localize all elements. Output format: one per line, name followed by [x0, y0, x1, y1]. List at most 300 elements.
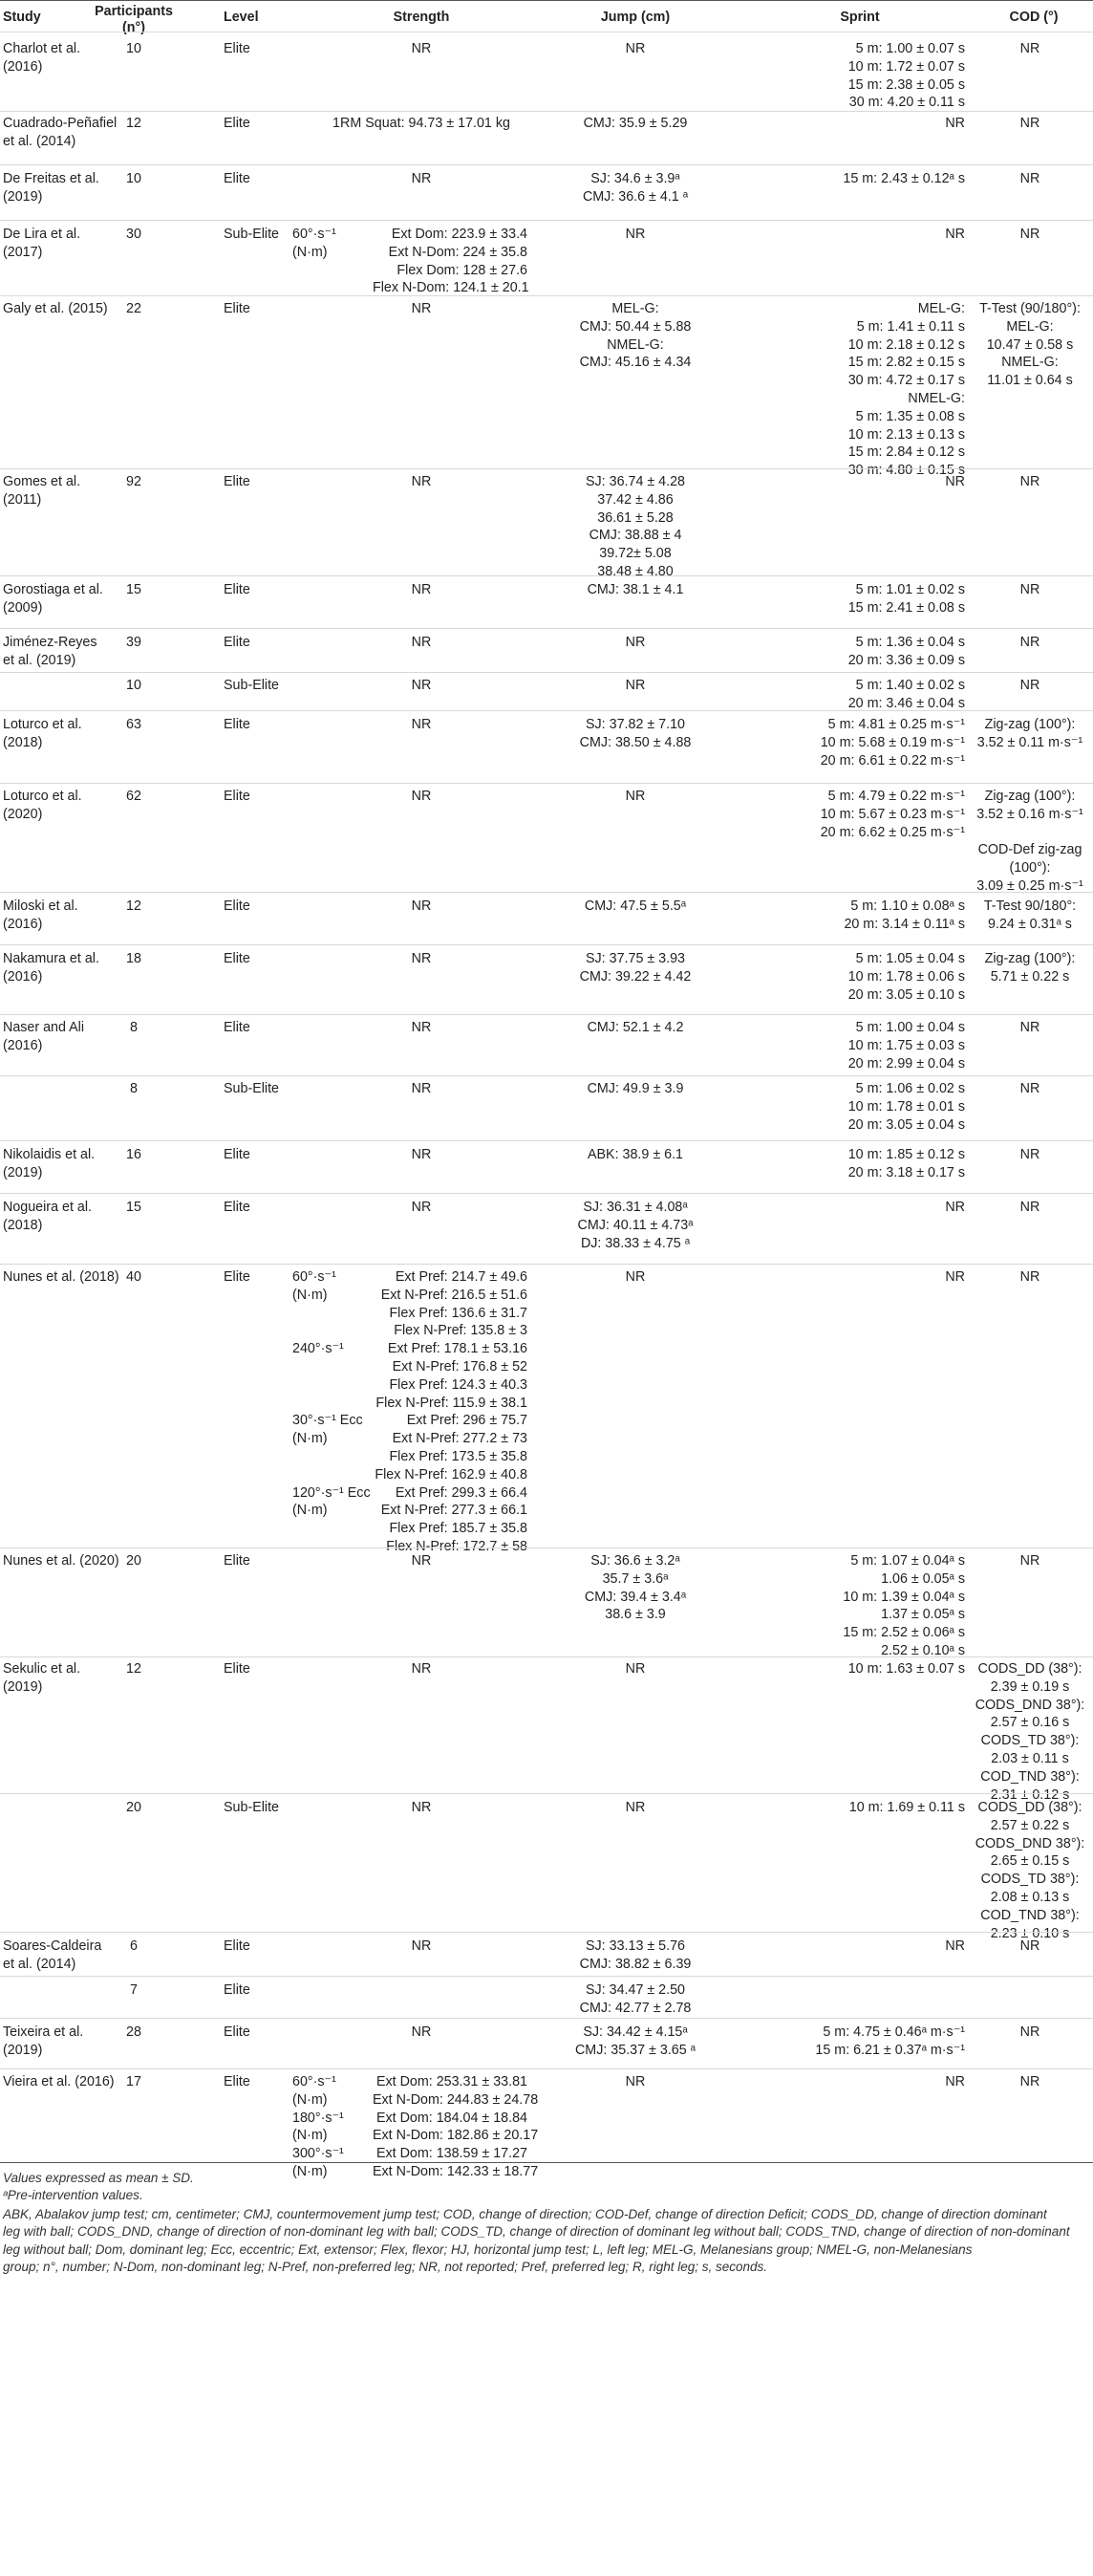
strength-cell: Flex N-Pref: 172.7 ± 58: [386, 1539, 527, 1554]
cod-cell: CODS_DND 38°):: [975, 1835, 1085, 1851]
cod-cell: COD-Def zig-zag: [977, 842, 1082, 858]
level-cell: Elite: [224, 2074, 250, 2089]
participants-cell: 8: [130, 1081, 138, 1096]
row-divider: [0, 628, 1093, 629]
sprint-cell: 20 m: 3.18 ± 0.17 s: [847, 1164, 965, 1180]
strength-cell: NR: [411, 1800, 432, 1815]
cod-cell: NR: [1019, 474, 1040, 489]
participants-cell: 8: [130, 1020, 138, 1035]
jump-cell: CMJ: 38.50 ± 4.88: [579, 734, 692, 750]
sprint-cell: 5 m: 4.79 ± 0.22 m·s⁻¹: [827, 789, 965, 804]
jump-cell: NR: [625, 1800, 646, 1815]
sprint-cell: 20 m: 3.14 ± 0.11ᵃ s: [844, 916, 965, 932]
jump-cell: NR: [625, 678, 646, 693]
jump-cell: CMJ: 39.4 ± 3.4ᵃ: [584, 1589, 687, 1605]
study-cell: Galy et al. (2015): [3, 301, 108, 316]
strength-velocity-cell: (N·m): [292, 244, 328, 260]
study-cell: Nunes et al. (2018): [3, 1269, 119, 1285]
row-divider: [0, 2068, 1093, 2069]
strength-cell: NR: [411, 717, 432, 732]
level-cell: Elite: [224, 474, 250, 489]
sprint-cell: 20 m: 2.99 ± 0.04 s: [847, 1055, 965, 1072]
jump-cell: NR: [625, 1269, 646, 1285]
sprint-cell: 5 m: 1.10 ± 0.08ᵃ s: [850, 898, 965, 914]
cod-cell: 3.52 ± 0.11 m·s⁻¹: [976, 734, 1083, 750]
sprint-cell: 5 m: 1.00 ± 0.07 s: [855, 41, 965, 56]
cod-cell: CODS_DD (38°):: [977, 1661, 1082, 1677]
strength-cell: Ext N-Dom: 244.83 ± 24.78: [373, 2091, 539, 2108]
sprint-cell: 10 m: 1.78 ± 0.01 s: [847, 1098, 965, 1115]
cod-cell: NR: [1019, 1200, 1040, 1215]
header-participants: Participants: [95, 4, 173, 19]
strength-velocity-cell: 60°·s⁻¹: [292, 2074, 336, 2089]
cod-cell: NR: [1019, 1020, 1040, 1035]
study-cell: (2016): [3, 1037, 43, 1053]
jump-cell: CMJ: 50.44 ± 5.88: [579, 318, 692, 335]
study-cell: (2020): [3, 806, 43, 822]
cod-cell: 3.52 ± 0.16 m·s⁻¹: [976, 806, 1083, 822]
level-cell: Elite: [224, 1200, 250, 1215]
sprint-cell: 5 m: 1.40 ± 0.02 s: [855, 678, 965, 693]
strength-velocity-cell: (N·m): [292, 1431, 328, 1447]
strength-cell: Ext Pref: 296 ± 75.7: [406, 1413, 527, 1429]
strength-cell: Ext N-Pref: 277.2 ± 73: [392, 1431, 527, 1447]
cod-cell: Zig-zag (100°):: [984, 717, 1076, 732]
strength-cell: Ext N-Pref: 176.8 ± 52: [392, 1359, 527, 1375]
strength-cell: Flex N-Pref: 135.8 ± 3: [394, 1323, 527, 1339]
strength-cell: Ext Pref: 214.7 ± 49.6: [395, 1269, 527, 1285]
row-divider: [0, 164, 1093, 165]
level-cell: Elite: [224, 582, 250, 597]
participants-cell: 10: [126, 41, 141, 56]
jump-cell: 39.72± 5.08: [599, 546, 672, 562]
strength-cell: Flex Pref: 136.6 ± 31.7: [389, 1305, 527, 1321]
cod-cell: T-Test 90/180°:: [983, 898, 1077, 914]
study-cell: (2019): [3, 2042, 43, 2058]
participants-cell: 62: [126, 789, 141, 804]
jump-cell: CMJ: 35.37 ± 3.65 ᵃ: [574, 2042, 696, 2058]
cod-cell: NR: [1019, 2024, 1040, 2040]
header-strength: Strength: [393, 10, 450, 25]
jump-cell: CMJ: 38.88 ± 4: [589, 528, 682, 544]
footnote-line: ᵃPre-intervention values.: [3, 2188, 143, 2202]
study-cell: Nikolaidis et al.: [3, 1147, 96, 1162]
sprint-cell: 2.52 ± 0.10ᵃ s: [881, 1643, 965, 1658]
sprint-cell: NR: [945, 227, 965, 242]
study-cell: et al. (2014): [3, 1956, 76, 1972]
jump-cell: NR: [625, 2074, 646, 2089]
strength-cell: Flex Pref: 124.3 ± 40.3: [389, 1376, 527, 1393]
top-rule: [0, 0, 1093, 1]
study-cell: Charlot et al.: [3, 41, 81, 56]
level-cell: Sub-Elite: [224, 1800, 280, 1815]
level-cell: Sub-Elite: [224, 227, 280, 242]
cod-cell: 9.24 ± 0.31ᵃ s: [988, 916, 1072, 932]
cod-cell: 2.03 ± 0.11 s: [991, 1751, 1069, 1766]
strength-velocity-cell: 120°·s⁻¹ Ecc: [292, 1484, 371, 1501]
jump-cell: MEL-G:: [611, 301, 659, 316]
participants-cell: 22: [126, 301, 141, 316]
study-cell: (2016): [3, 968, 43, 985]
sprint-cell: 10 m: 5.67 ± 0.23 m·s⁻¹: [820, 806, 965, 822]
sprint-cell: 20 m: 3.05 ± 0.04 s: [847, 1116, 965, 1133]
study-cell: Vieira et al. (2016): [3, 2074, 115, 2089]
footnote-line: group; n°, number; N-Dom, non-dominant leg; N-Pref, non-preferred leg; NR, not reported; Pref, preferred leg; R, right leg; s, seconds.: [3, 2260, 768, 2274]
strength-cell: Ext Dom: 253.31 ± 33.81: [375, 2074, 527, 2089]
strength-cell: NR: [411, 2024, 432, 2040]
strength-cell: NR: [411, 678, 432, 693]
jump-cell: 38.48 ± 4.80: [597, 564, 674, 579]
sprint-cell: 20 m: 6.62 ± 0.25 m·s⁻¹: [820, 824, 965, 840]
sprint-cell: 5 m: 1.41 ± 0.11 s: [856, 318, 965, 335]
sprint-cell: NR: [945, 116, 965, 131]
participants-cell: 16: [126, 1147, 141, 1162]
jump-cell: 36.61 ± 5.28: [597, 509, 674, 526]
sprint-cell: 10 m: 1.75 ± 0.03 s: [847, 1037, 965, 1053]
cod-cell: NR: [1019, 116, 1040, 131]
cod-cell: (100°):: [1009, 860, 1051, 877]
participants-cell: 92: [126, 474, 141, 489]
strength-cell: NR: [411, 951, 432, 966]
cod-cell: 10.47 ± 0.58 s: [986, 336, 1074, 353]
sprint-cell: 10 m: 5.68 ± 0.19 m·s⁻¹: [820, 734, 965, 750]
level-cell: Elite: [224, 951, 250, 966]
level-cell: Elite: [224, 116, 250, 131]
study-cell: Nogueira et al.: [3, 1200, 92, 1215]
row-divider: [0, 575, 1093, 576]
jump-cell: CMJ: 47.5 ± 5.5ᵃ: [584, 898, 687, 914]
sprint-cell: 5 m: 1.01 ± 0.02 s: [855, 582, 965, 597]
sprint-cell: 10 m: 1.39 ± 0.04ᵃ s: [843, 1589, 965, 1605]
header-participants-unit: (n°): [122, 20, 145, 35]
participants-cell: 15: [126, 1200, 141, 1215]
participants-cell: 10: [126, 678, 141, 693]
footnote-line: leg with ball; CODS_DND, change of direction of non-dominant leg with ball; CODS_TD, change of direction of dominant leg without ball; CODS_TND, change of direction of non-dominant: [3, 2224, 1070, 2239]
participants-cell: 39: [126, 635, 141, 650]
cod-cell: CODS_DND 38°):: [975, 1697, 1085, 1713]
row-divider: [0, 1976, 1093, 1977]
sprint-cell: 5 m: 4.75 ± 0.46ᵃ m·s⁻¹: [823, 2024, 965, 2040]
cod-cell: NR: [1019, 1081, 1040, 1096]
row-divider: [0, 1932, 1093, 1933]
strength-cell: Flex N-Pref: 115.9 ± 38.1: [375, 1395, 527, 1411]
level-cell: Elite: [224, 717, 250, 732]
jump-cell: CMJ: 42.77 ± 2.78: [579, 2000, 692, 2016]
sprint-cell: 5 m: 1.36 ± 0.04 s: [855, 635, 965, 650]
sprint-cell: 20 m: 3.36 ± 0.09 s: [847, 652, 965, 668]
row-divider: [0, 220, 1093, 221]
strength-velocity-cell: (N·m): [292, 2091, 328, 2108]
study-cell: Nakamura et al.: [3, 951, 99, 966]
cod-cell: NR: [1019, 2074, 1040, 2089]
participants-cell: 20: [126, 1553, 141, 1569]
participants-cell: 7: [130, 1982, 138, 1998]
jump-cell: SJ: 33.13 ± 5.76: [585, 1938, 686, 1954]
level-cell: Elite: [224, 171, 250, 186]
strength-cell: Ext N-Pref: 277.3 ± 66.1: [380, 1503, 527, 1519]
jump-cell: SJ: 34.42 ± 4.15ᵃ: [583, 2024, 688, 2040]
study-cell: (2018): [3, 734, 43, 750]
strength-velocity-cell: (N·m): [292, 1503, 328, 1519]
sprint-cell: 5 m: 1.35 ± 0.08 s: [855, 408, 965, 424]
study-cell: Gorostiaga et al.: [3, 582, 103, 597]
sprint-cell: 5 m: 4.81 ± 0.25 m·s⁻¹: [827, 717, 965, 732]
level-cell: Elite: [224, 41, 250, 56]
strength-cell: Ext Dom: 184.04 ± 18.84: [375, 2110, 527, 2126]
row-divider: [0, 783, 1093, 784]
strength-velocity-cell: 30°·s⁻¹ Ecc: [292, 1413, 363, 1429]
sprint-cell: NR: [945, 1200, 965, 1215]
cod-cell: CODS_TD 38°):: [980, 1872, 1080, 1888]
sprint-cell: NR: [945, 474, 965, 489]
level-cell: Sub-Elite: [224, 678, 280, 693]
footnote-line: Values expressed as mean ± SD.: [3, 2171, 194, 2185]
cod-cell: Zig-zag (100°):: [984, 951, 1076, 966]
strength-velocity-cell: 60°·s⁻¹: [292, 227, 336, 242]
jump-cell: NR: [625, 1661, 646, 1677]
sprint-cell: 5 m: 1.00 ± 0.04 s: [855, 1020, 965, 1035]
participants-cell: 30: [126, 227, 141, 242]
header-study: Study: [3, 10, 41, 25]
strength-cell: Ext N-Pref: 216.5 ± 51.6: [380, 1287, 527, 1303]
strength-cell: NR: [411, 635, 432, 650]
participants-cell: 12: [126, 1661, 141, 1677]
participants-cell: 63: [126, 717, 141, 732]
row-divider: [0, 1193, 1093, 1194]
level-cell: Elite: [224, 635, 250, 650]
bottom-rule: [0, 2162, 1093, 2163]
row-divider: [0, 1140, 1093, 1141]
cod-cell: Zig-zag (100°):: [984, 789, 1076, 804]
cod-cell: 2.31 ± 0.12 s: [990, 1786, 1070, 1803]
level-cell: Elite: [224, 301, 250, 316]
jump-cell: NR: [625, 635, 646, 650]
sprint-cell: 20 m: 3.46 ± 0.04 s: [847, 695, 965, 711]
strength-velocity-cell: (N·m): [292, 1287, 328, 1303]
jump-cell: SJ: 37.82 ± 7.10: [585, 717, 686, 732]
jump-cell: NR: [625, 41, 646, 56]
cod-cell: 2.39 ± 0.19 s: [990, 1678, 1070, 1695]
study-cell: De Lira et al.: [3, 227, 81, 242]
cod-cell: 2.08 ± 0.13 s: [990, 1890, 1070, 1905]
cod-cell: CODS_DD (38°):: [977, 1800, 1082, 1815]
sprint-cell: 15 m: 2.41 ± 0.08 s: [847, 599, 965, 616]
study-cell: (2019): [3, 1164, 43, 1180]
study-cell: et al. (2019): [3, 652, 76, 668]
jump-cell: CMJ: 49.9 ± 3.9: [587, 1081, 684, 1096]
strength-cell: NR: [411, 582, 432, 597]
jump-cell: CMJ: 45.16 ± 4.34: [579, 355, 692, 371]
strength-cell: Flex Pref: 173.5 ± 35.8: [389, 1449, 527, 1464]
jump-cell: CMJ: 36.6 ± 4.1 ᵃ: [582, 188, 689, 205]
row-divider: [0, 710, 1093, 711]
study-cell: Loturco et al.: [3, 717, 82, 732]
participants-cell: 12: [126, 898, 141, 914]
strength-cell: Ext N-Dom: 142.33 ± 18.77: [373, 2164, 539, 2179]
strength-cell: NR: [411, 301, 432, 316]
cod-cell: NR: [1019, 1147, 1040, 1162]
level-cell: Elite: [224, 1938, 250, 1954]
strength-cell: NR: [411, 1147, 432, 1162]
strength-cell: NR: [411, 1938, 432, 1954]
header-level: Level: [224, 10, 259, 25]
strength-cell: NR: [411, 1081, 432, 1096]
row-divider: [0, 672, 1093, 673]
row-divider: [0, 1656, 1093, 1657]
sprint-cell: 5 m: 1.06 ± 0.02 s: [855, 1081, 965, 1096]
strength-velocity-cell: 240°·s⁻¹: [292, 1341, 344, 1357]
sprint-cell: 5 m: 1.07 ± 0.04ᵃ s: [850, 1553, 965, 1569]
sprint-cell: 10 m: 2.18 ± 0.12 s: [847, 336, 965, 353]
participants-cell: 6: [130, 1938, 138, 1954]
jump-cell: SJ: 34.47 ± 2.50: [585, 1982, 686, 1998]
strength-cell: NR: [411, 898, 432, 914]
jump-cell: DJ: 38.33 ± 4.75 ᵃ: [580, 1235, 691, 1251]
sprint-cell: 1.37 ± 0.05ᵃ s: [881, 1607, 965, 1623]
strength-velocity-cell: (N·m): [292, 2164, 328, 2179]
cod-cell: T-Test (90/180°):: [979, 301, 1081, 316]
strength-cell: Flex Dom: 128 ± 27.6: [396, 262, 527, 278]
strength-velocity-cell: (N·m): [292, 2128, 328, 2144]
sprint-cell: 15 m: 2.43 ± 0.12ᵃ s: [843, 171, 965, 186]
jump-cell: CMJ: 38.82 ± 6.39: [579, 1956, 692, 1972]
level-cell: Elite: [224, 1020, 250, 1035]
level-cell: Elite: [224, 1982, 250, 1998]
row-divider: [0, 2018, 1093, 2019]
cod-cell: NR: [1019, 1938, 1040, 1954]
cod-cell: COD_TND 38°):: [980, 1768, 1080, 1785]
study-cell: Naser and Ali: [3, 1020, 85, 1035]
level-cell: Elite: [224, 898, 250, 914]
sprint-cell: 15 m: 2.38 ± 0.05 s: [847, 76, 965, 93]
study-cell: (2018): [3, 1217, 43, 1233]
participants-cell: 10: [126, 171, 141, 186]
sprint-cell: NR: [945, 1269, 965, 1285]
strength-cell: NR: [411, 171, 432, 186]
strength-cell: Ext Dom: 138.59 ± 17.27: [375, 2146, 527, 2162]
jump-cell: NMEL-G:: [607, 336, 664, 353]
sprint-cell: 10 m: 1.63 ± 0.07 s: [847, 1661, 965, 1677]
cod-cell: NR: [1019, 41, 1040, 56]
study-cell: (2009): [3, 599, 43, 616]
cod-cell: MEL-G:: [1006, 318, 1054, 335]
sprint-cell: 10 m: 1.72 ± 0.07 s: [847, 58, 965, 75]
jump-cell: CMJ: 52.1 ± 4.2: [587, 1020, 684, 1035]
level-cell: Elite: [224, 1269, 250, 1285]
strength-cell: Flex Pref: 185.7 ± 35.8: [389, 1521, 527, 1537]
level-cell: Elite: [224, 2024, 250, 2040]
study-cell: Teixeira et al.: [3, 2024, 84, 2040]
study-cell: (2019): [3, 1678, 43, 1695]
participants-cell: 15: [126, 582, 141, 597]
sprint-cell: 10 m: 2.13 ± 0.13 s: [847, 426, 965, 443]
jump-cell: SJ: 37.75 ± 3.93: [585, 951, 686, 966]
study-cell: Loturco et al.: [3, 789, 82, 804]
study-cell: (2017): [3, 244, 43, 260]
jump-cell: CMJ: 39.22 ± 4.42: [579, 968, 692, 985]
row-divider: [0, 295, 1093, 296]
sprint-cell: 15 m: 6.21 ± 0.37ᵃ m·s⁻¹: [815, 2042, 965, 2058]
study-cell: (2016): [3, 916, 43, 932]
cod-cell: NR: [1019, 227, 1040, 242]
participants-cell: 40: [126, 1269, 141, 1285]
study-cell: (2019): [3, 188, 43, 205]
sprint-cell: 30 m: 4.80 ± 0.15 s: [847, 463, 965, 479]
row-divider: [0, 1793, 1093, 1794]
strength-cell: NR: [411, 1200, 432, 1215]
jump-cell: SJ: 34.6 ± 3.9ᵃ: [590, 171, 680, 186]
sprint-cell: 1.06 ± 0.05ᵃ s: [881, 1570, 965, 1587]
sprint-cell: 30 m: 4.20 ± 0.11 s: [848, 95, 965, 111]
cod-cell: 2.65 ± 0.15 s: [990, 1853, 1070, 1870]
cod-cell: COD_TND 38°):: [980, 1907, 1080, 1923]
study-cell: et al. (2014): [3, 133, 76, 149]
sprint-cell: 15 m: 2.52 ± 0.06ᵃ s: [843, 1625, 965, 1641]
strength-velocity-cell: 60°·s⁻¹: [292, 1269, 336, 1285]
jump-cell: NR: [625, 227, 646, 242]
strength-cell: Ext Pref: 299.3 ± 66.4: [395, 1484, 527, 1501]
cod-cell: 2.23 ± 0.10 s: [990, 1925, 1070, 1941]
jump-cell: 37.42 ± 4.86: [597, 491, 674, 508]
sprint-cell: 20 m: 3.05 ± 0.10 s: [847, 986, 965, 1003]
footnote-line: ABK, Abalakov jump test; cm, centimeter; CMJ, countermovement jump test; COD, change of direction; COD-Def, change of direction Deficit; CODS_DD, change of direction dominant: [3, 2207, 1047, 2221]
participants-cell: 18: [126, 951, 141, 966]
jump-cell: 35.7 ± 3.6ᵃ: [602, 1570, 669, 1587]
cod-cell: NMEL-G:: [1001, 355, 1059, 371]
sprint-cell: 5 m: 1.05 ± 0.04 s: [855, 951, 965, 966]
strength-cell: Flex N-Pref: 162.9 ± 40.8: [375, 1466, 527, 1483]
cod-cell: NR: [1019, 678, 1040, 693]
participants-cell: 17: [126, 2074, 141, 2089]
study-cell: (2016): [3, 58, 43, 75]
jump-cell: CMJ: 35.9 ± 5.29: [583, 116, 688, 131]
row-divider: [0, 1264, 1093, 1265]
study-cell: Miloski et al.: [3, 898, 78, 914]
jump-cell: SJ: 36.74 ± 4.28: [585, 474, 686, 489]
sprint-cell: 10 m: 1.85 ± 0.12 s: [847, 1147, 965, 1162]
row-divider: [0, 944, 1093, 945]
strength-cell: Ext Dom: 223.9 ± 33.4: [391, 227, 527, 242]
cod-cell: 5.71 ± 0.22 s: [990, 968, 1070, 985]
header-sprint: Sprint: [840, 10, 880, 25]
cod-cell: 11.01 ± 0.64 s: [987, 373, 1073, 389]
strength-cell: NR: [411, 789, 432, 804]
sprint-cell: 10 m: 1.78 ± 0.06 s: [847, 968, 965, 985]
strength-cell: Ext Pref: 178.1 ± 53.16: [387, 1341, 527, 1357]
strength-cell: NR: [411, 1020, 432, 1035]
footnote-line: leg without ball; Dom, dominant leg; Ecc, eccentric; Ext, extensor; Flex, flexor; HJ, horizontal jump test; L, left leg; MEL-G, Melanesians group; NMEL-G, non-Melanesians: [3, 2242, 973, 2257]
cod-cell: NR: [1019, 635, 1040, 650]
sprint-cell: 15 m: 2.82 ± 0.15 s: [847, 355, 965, 371]
sprint-cell: 15 m: 2.84 ± 0.12 s: [847, 444, 965, 461]
level-cell: Elite: [224, 789, 250, 804]
sprint-cell: 20 m: 6.61 ± 0.22 m·s⁻¹: [820, 752, 965, 768]
participants-cell: 20: [126, 1800, 141, 1815]
strength-cell: Ext N-Dom: 224 ± 35.8: [388, 244, 527, 260]
strength-cell: NR: [411, 1661, 432, 1677]
cod-cell: CODS_TD 38°):: [980, 1733, 1080, 1749]
sprint-cell: NMEL-G:: [908, 391, 965, 406]
header-cod: COD (°): [1009, 10, 1059, 25]
jump-cell: NR: [625, 789, 646, 804]
study-cell: Soares-Caldeira: [3, 1938, 102, 1954]
strength-velocity-cell: 300°·s⁻¹: [292, 2146, 344, 2162]
study-cell: Sekulic et al.: [3, 1661, 81, 1677]
level-cell: Sub-Elite: [224, 1081, 280, 1096]
level-cell: Elite: [224, 1553, 250, 1569]
cod-cell: NR: [1019, 1553, 1040, 1569]
header-jump: Jump (cm): [600, 10, 671, 25]
